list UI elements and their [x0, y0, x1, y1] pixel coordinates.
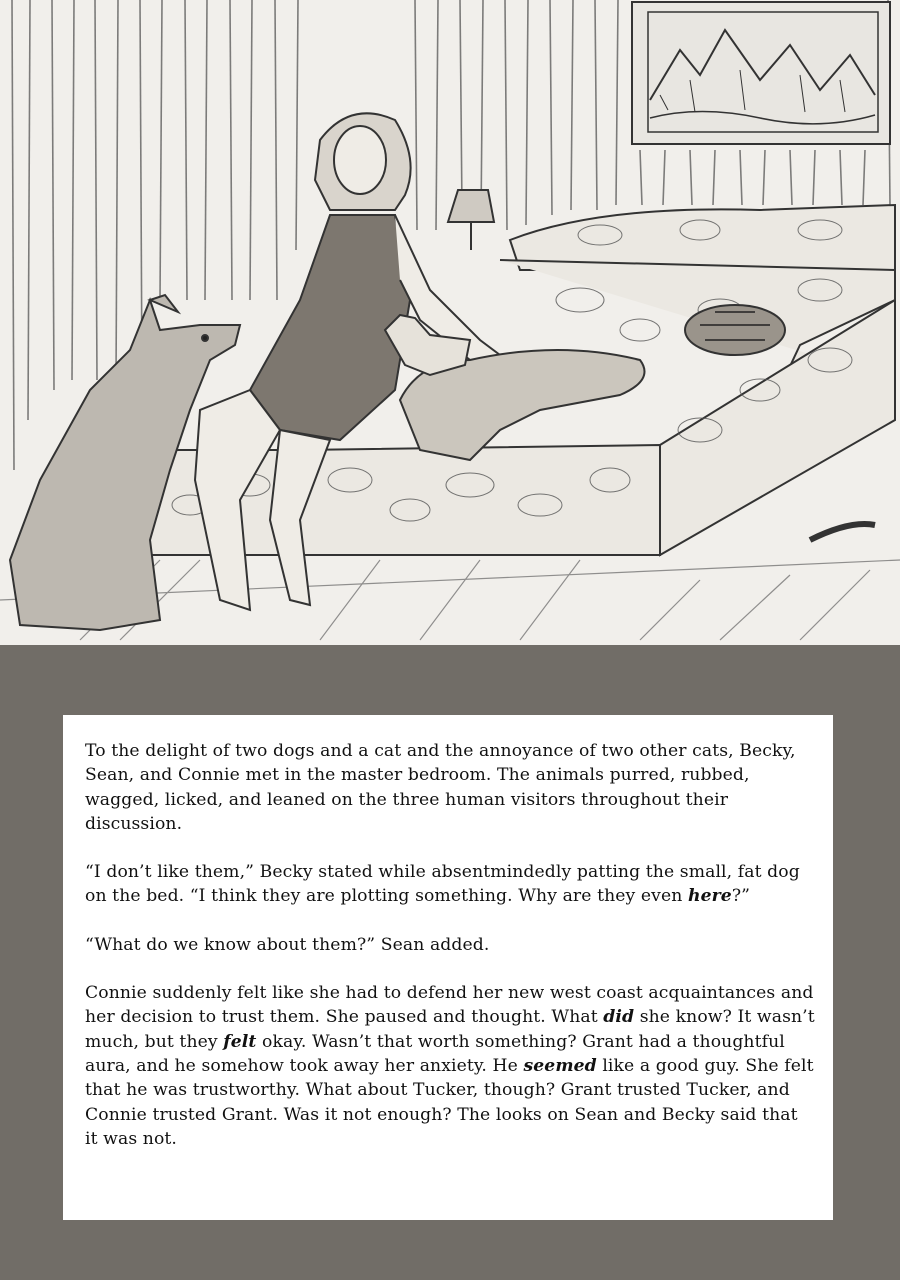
- lamp: [448, 190, 494, 250]
- story-text-panel: [63, 715, 833, 1220]
- emphasis-did: did: [603, 1007, 635, 1028]
- emphasis-here: here: [688, 886, 732, 907]
- cat-tail: [810, 524, 875, 540]
- emphasis-felt: felt: [223, 1031, 257, 1052]
- cat-sleeping: [685, 305, 785, 355]
- story-paragraph-3: “What do we know about them?” Sean added.: [85, 934, 490, 955]
- emphasis-seemed: seemed: [523, 1055, 597, 1076]
- story-paragraph-4: Connie suddenly felt like she had to defend her new west coast acquaintances and her decision to trust them. She paused and thought. What did she know? It wasn’t much, but they felt okay. Wasn’t that worth something? Grant had a thoughtful aura, and he somehow took away her anxiety. He seemed like a good guy. She felt that he was trustworthy. What about Tucker, though? Grant trusted Tucker, and Connie trusted Grant. Was it not enough? The looks on Sean and Becky said that it was not.: [85, 983, 815, 1149]
- story-paragraph-2: “I don’t like them,” Becky stated while absentmindedly patting the small, fat dog on the bed. “I think they are plotting something. Why are they even here?”: [85, 862, 800, 907]
- story-paragraph-1: To the delight of two dogs and a cat and the annoyance of two other cats, Becky, Sean, and Connie met in the master bedroom. The animals purred, rubbed, wagged, licked, and leaned on the three human visitors throughout their discussion.: [85, 741, 796, 834]
- mountain-painting: [632, 2, 890, 144]
